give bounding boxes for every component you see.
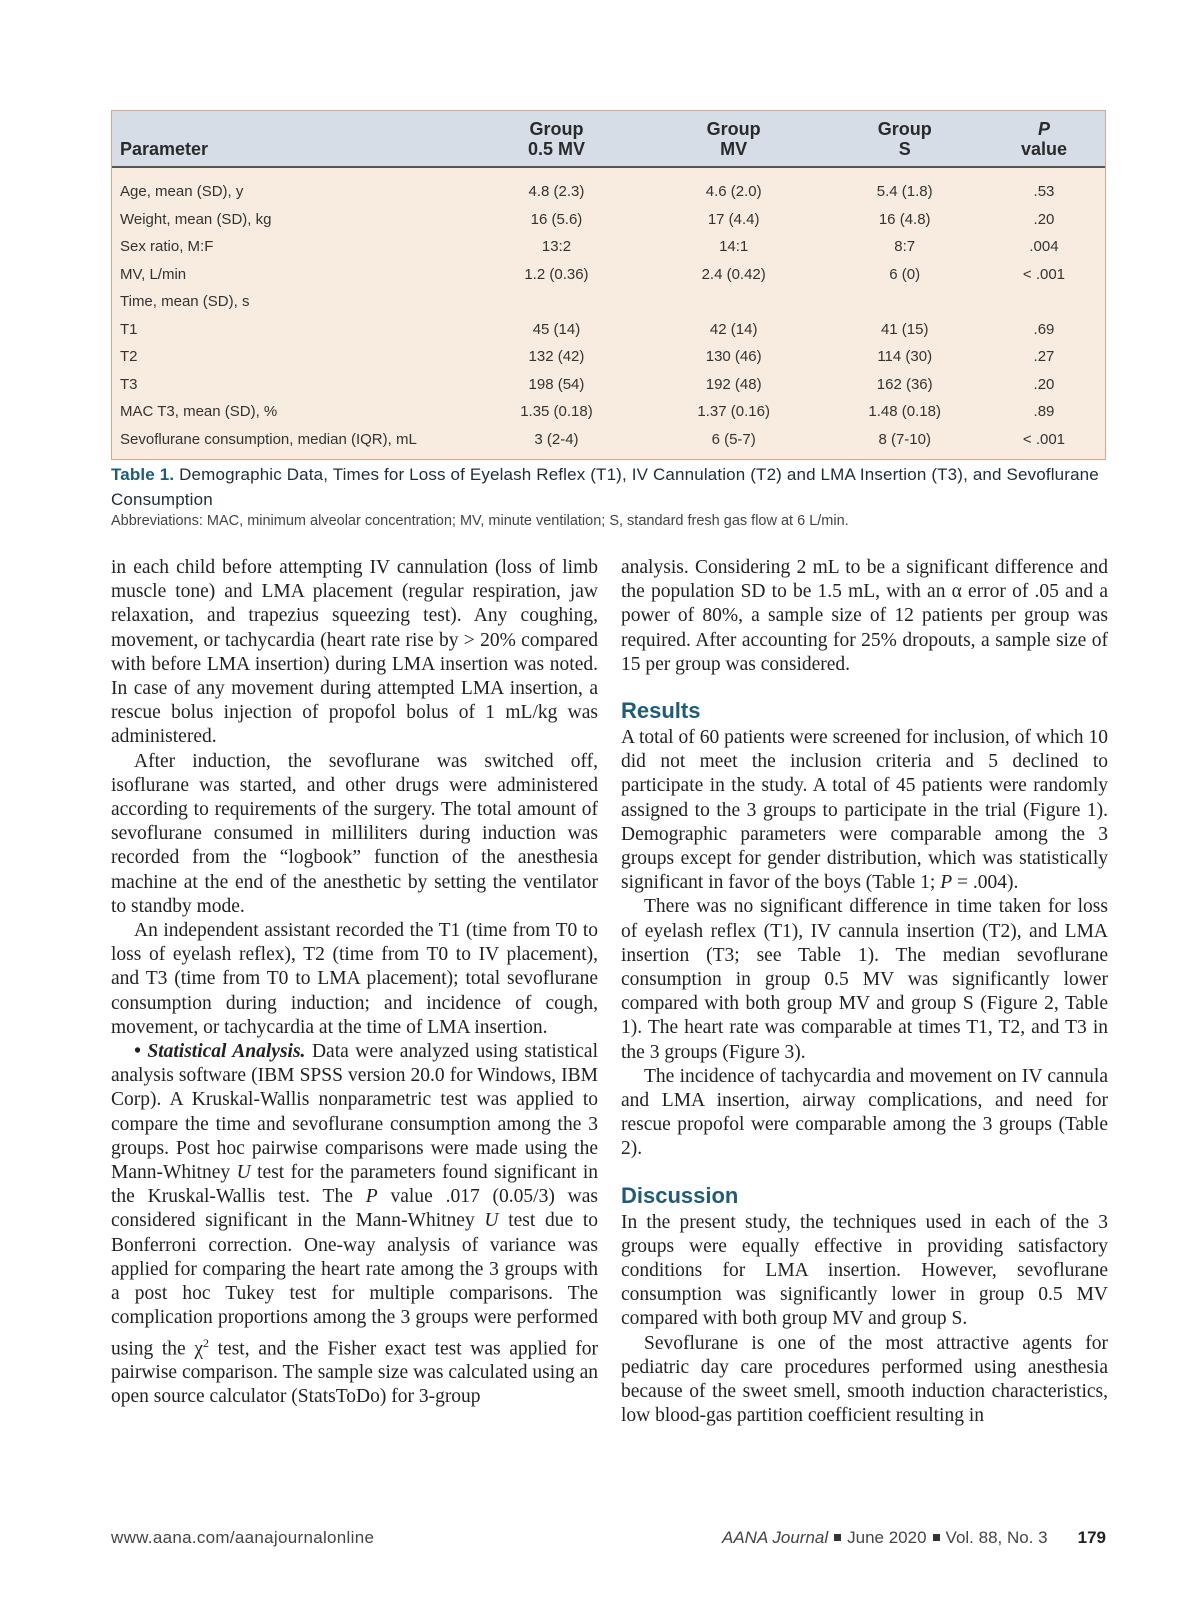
table-cell-value: 114 (30) (877, 348, 933, 366)
table-cell-parameter: MV, L/min (120, 265, 187, 283)
header-group-05mv: Group 0.5 MV (472, 111, 641, 167)
table-cell-parameter: Sex ratio, M:F (120, 238, 214, 256)
paragraph: After induction, the sevoflurane was switched off, isoflurane was started, and other drugs were administered according to requirements of the surgery. The total amount of sevoflurane consumed in milliliters during induction was recorded from the “logbook” function of the anesthesia machine at the end of the anesthetic by setting the ventilator to standby mode. (111, 750, 598, 917)
table-cell-parameter: T3 (120, 375, 138, 393)
table-cell-value: .27 (1033, 348, 1055, 366)
table-cell-value: 4.8 (2.3) (528, 183, 585, 201)
table-cell-value (641, 288, 827, 316)
table-cell-value: 6 (0) (889, 265, 921, 283)
table-row (112, 398, 1105, 426)
table-cell-value: .004 (1029, 238, 1059, 256)
table-cell-parameter: T2 (120, 348, 138, 366)
table-cell-value: 16 (5.6) (530, 210, 583, 228)
caption-abbreviations: Abbreviations: MAC, minimum alveolar concentration; MV, minute ventilation; S, standard fresh gas flow at 6 L/min. (111, 513, 849, 529)
table-cell-value: 1.48 (0.18) (868, 403, 941, 421)
footer-volume: Vol. 88, No. 3 (945, 1528, 1048, 1547)
paragraph: analysis. Considering 2 mL to be a significant difference and the population SD to be 1.5 mL, with an α error of .05 and a power of 80%, a sample size of 12 patients per group was required. After accounting for 25% dropouts, a sample size of 15 per group was considered. (621, 557, 1108, 675)
paragraph: The incidence of tachycardia and movement on IV cannula and LMA insertion, airway complications, and need for rescue propofol were comparable among the 3 groups (Table 2). (621, 1065, 1108, 1160)
table-row (112, 426, 1105, 460)
table-cell-value: 13:2 (541, 238, 572, 256)
paragraph: An independent assistant recorded the T1 (time from T0 to loss of eyelash reflex), T2 (time from T0 to IV placement), and T3 (time from T0 to LMA placement); total sevoflurane consumption during induction; and incidence of cough, movement, or tachycardia at the time of LMA insertion. (111, 920, 598, 1038)
table-cell-value: .69 (1033, 320, 1055, 338)
paragraph-statistical-analysis: • Statistical Analysis. Data were analyzed using statistical analysis software (IBM SPSS version 20.0 for Windows, IBM Corp). A Kruskal-Wallis nonparametric test was applied to compare the time and sevoflurane consumption among the 3 groups. Post hoc pairwise comparisons were made using the Mann-Whitney U test for the parameters found significant in the Kruskal-Wallis test. The P value .017 (0.05/3) was considered significant in the Mann-Whitney U test due to Bonferroni correction. One-way analysis of variance was applied for comparing the heart rate among the 3 groups with a post hoc Tukey test for multiple comparisons. The complication proportions among the 3 groups were performed using the $\chi^2$ test, and the Fisher exact test was applied for pairwise comparison. The sample size was calculated using an open source calculator (StatsToDo) for 3-group (111, 1041, 599, 1408)
caption-title (111, 462, 1111, 512)
footer-url[interactable]: www.aana.com/aanajournalonline (111, 1528, 375, 1547)
footer-journal: AANA Journal (721, 1528, 829, 1547)
demographic-table (111, 110, 1106, 460)
table-row (112, 261, 1105, 289)
table-cell-value: .53 (1033, 183, 1055, 201)
table-cell-value: 45 (14) (532, 320, 581, 338)
table-cell-value (983, 288, 1105, 316)
heading-discussion: Discussion (621, 1182, 739, 1208)
table-body (112, 167, 1105, 459)
paragraph: A total of 60 patients were screened for inclusion, of which 10 did not meet the inclusion criteria and 5 declined to participate in the study. A total of 45 patients were randomly assigned to the 3 groups to participate in the trial (Figure 1). Demographic parameters were comparable among the 3 groups except for gender distribution, which was statistically significant in favor of the boys (Table 1; P = .004). (621, 727, 1108, 894)
table-cell-value: 192 (48) (705, 375, 762, 393)
table-row (112, 167, 1105, 206)
table-cell-value (826, 288, 982, 316)
caption-label: Table 1. (111, 465, 175, 484)
header-group-mv: Group MV (641, 111, 827, 167)
table-row (112, 316, 1105, 344)
table-cell-value: 1.37 (0.16) (697, 403, 770, 421)
separator-square (834, 1534, 841, 1541)
caption-text: Demographic Data, Times for Loss of Eyelash Reflex (T1), IV Cannulation (T2) and LMA Insertion (T3), and Sevoflurane Consumption (111, 465, 1099, 509)
table-cell-value: < .001 (1022, 265, 1066, 283)
table-cell-value: 8 (7-10) (878, 430, 931, 448)
table-cell-value: 2.4 (0.42) (701, 265, 766, 283)
table-header-row (112, 111, 1105, 167)
table-cell-value: .20 (1033, 210, 1055, 228)
table-cell-parameter: MAC T3, mean (SD), % (120, 403, 278, 421)
table-cell-value: 1.2 (0.36) (524, 265, 589, 283)
heading-results: Results (621, 698, 701, 724)
table-cell-parameter: Weight, mean (SD), kg (120, 210, 272, 228)
table-row (112, 371, 1105, 399)
table-cell-value: 4.6 (2.0) (705, 183, 762, 201)
left-column (111, 556, 598, 1410)
table-row (112, 233, 1105, 261)
footer-date: June 2020 (847, 1528, 927, 1547)
table-cell-value: 1.35 (0.18) (520, 403, 593, 421)
table-cell-value: .20 (1033, 375, 1055, 393)
footer-citation (722, 1528, 1106, 1548)
paragraph: Sevoflurane is one of the most attractive agents for pediatric day care procedures performed using anesthesia because of the sweet smell, smooth induction characteristics, low blood-gas partition coefficient resulting in (621, 1332, 1108, 1427)
table-cell-value: 198 (54) (528, 375, 585, 393)
table-cell-value: < .001 (1022, 430, 1066, 448)
table-cell-value: 6 (5-7) (711, 430, 756, 448)
table-cell-value: 162 (36) (876, 375, 933, 393)
table (112, 111, 1105, 459)
table-cell-value: 16 (4.8) (878, 210, 931, 228)
table-row (112, 206, 1105, 234)
table-cell-value: 41 (15) (880, 320, 929, 338)
table-cell-value: 8:7 (894, 238, 916, 256)
table-cell-value: 132 (42) (528, 348, 585, 366)
page-number: 179 (1077, 1528, 1106, 1547)
table-cell-value: 42 (14) (709, 320, 758, 338)
table-row (112, 288, 1105, 316)
right-column (621, 556, 1108, 1429)
table-cell-value: 17 (4.4) (707, 210, 760, 228)
header-group-s: Group S (826, 111, 982, 167)
table-cell-parameter: Sevoflurane consumption, median (IQR), mL (120, 430, 417, 448)
table-cell-value: 14:1 (719, 238, 749, 256)
table-caption (111, 462, 1111, 529)
table-cell-value: 3 (2-4) (534, 430, 579, 448)
table-cell-parameter: Age, mean (SD), y (120, 183, 244, 201)
table-cell-value (472, 288, 641, 316)
paragraph: There was no significant difference in time taken for loss of eyelash reflex (T1), IV cannula insertion (T2), and LMA insertion (T3; see Table 1). The median sevoflurane consumption in group 0.5 MV was significantly lower compared with both group MV and group S (Figure 2, Table 1). The heart rate was comparable at times T1, T2, and T3 in the 3 groups (Figure 3). (621, 896, 1108, 1063)
paragraph: In the present study, the techniques used in each of the 3 groups were equally effective in providing satisfactory conditions for LMA insertion. However, sevoflurane consumption was significantly lower in group 0.5 MV compared with both group MV and group S. (621, 1211, 1108, 1330)
header-parameter: Parameter (112, 111, 472, 167)
subheading-statistical-analysis: • Statistical Analysis. (134, 1041, 306, 1063)
separator-square (933, 1534, 940, 1541)
table-cell-parameter: Time, mean (SD), s (120, 293, 250, 311)
table-cell-value: .89 (1033, 403, 1055, 421)
header-p-value: P value (983, 111, 1105, 167)
table-row (112, 343, 1105, 371)
table-cell-value: 5.4 (1.8) (876, 183, 933, 201)
paragraph: in each child before attempting IV cannulation (loss of limb muscle tone) and LMA placement (regular respiration, jaw relaxation, and trapezius squeezing test). Any coughing, movement, or tachycardia (heart rate rise by > 20% compared with before LMA insertion) during LMA insertion was noted. In case of any movement during attempted LMA insertion, a rescue bolus injection of propofol bolus of 1 mL/kg was administered. (111, 557, 598, 748)
table-cell-parameter: T1 (120, 320, 138, 338)
table-cell-value: 130 (46) (705, 348, 762, 366)
page-footer (111, 1528, 1106, 1552)
